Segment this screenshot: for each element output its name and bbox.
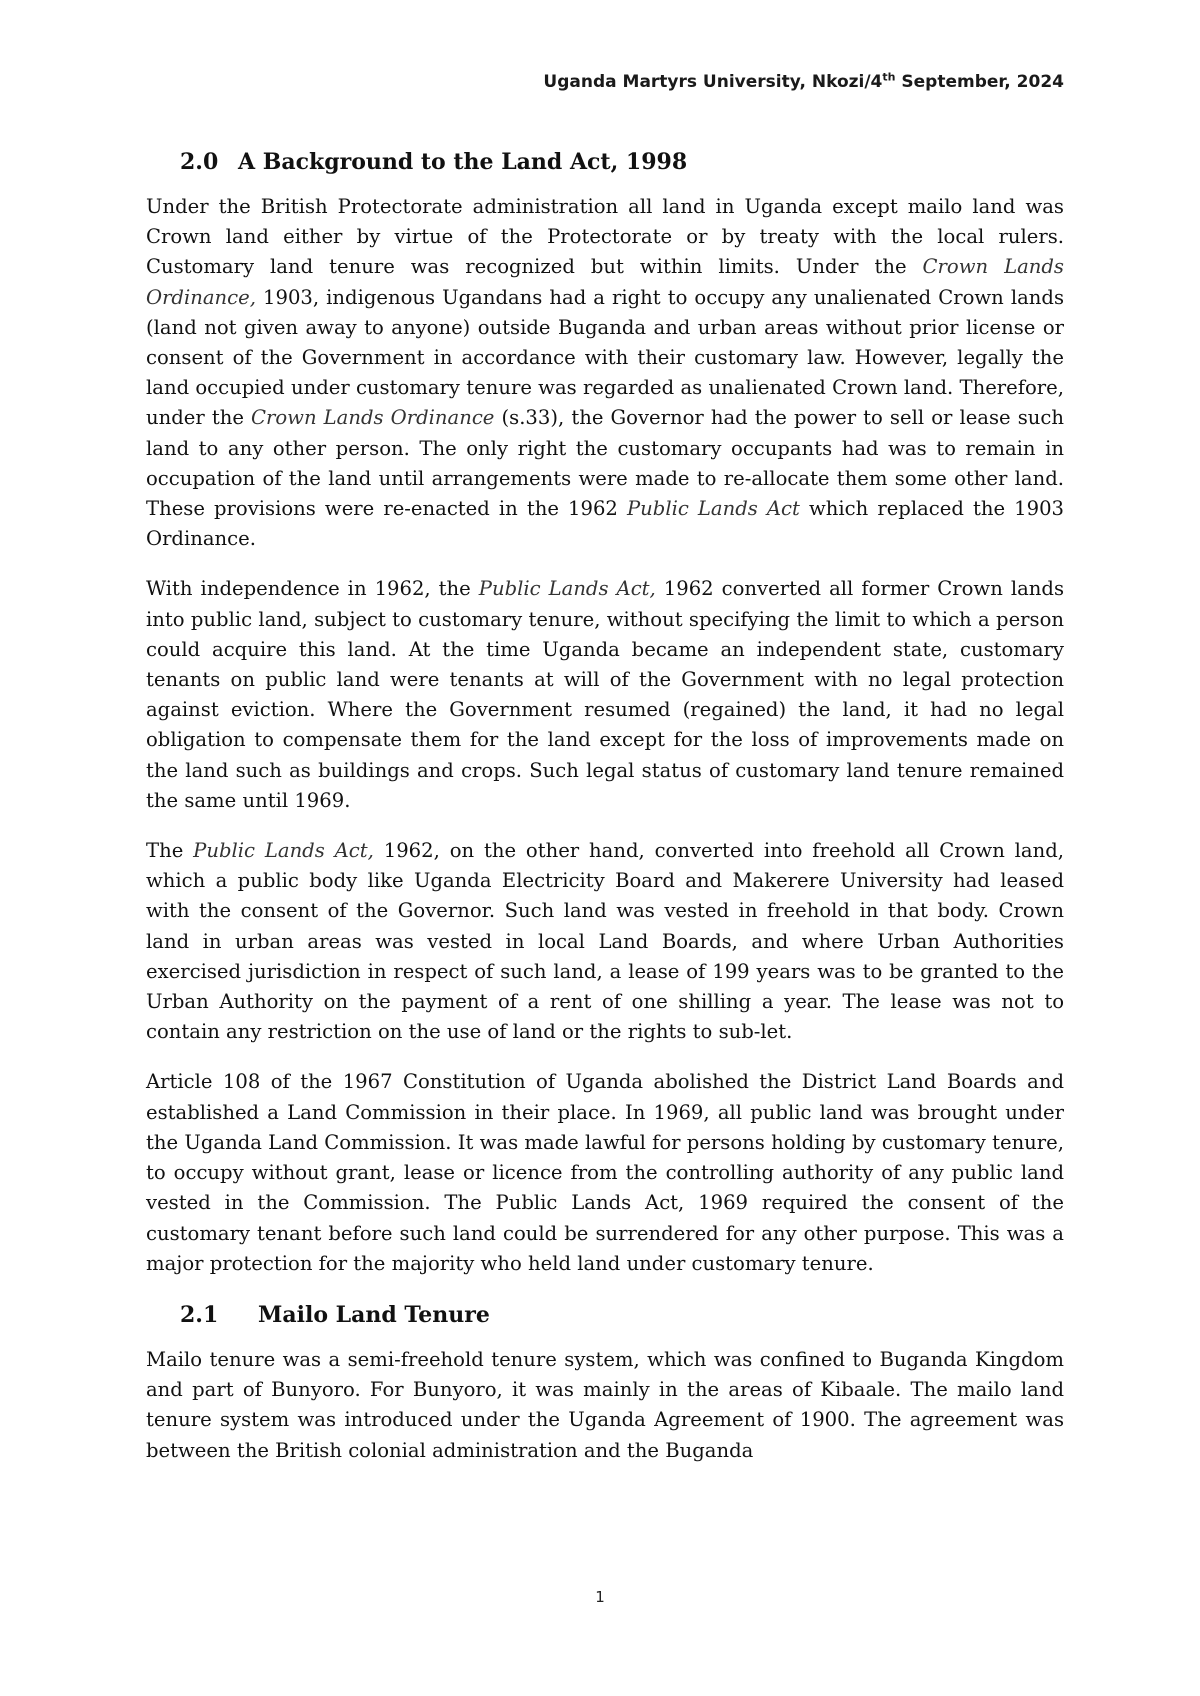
text-run: 1903, indigenous Ugandans had a right to occupy any unalienated Crown lands (land not given away to anyone) outside Buganda and urban areas without prior license or consent of the Government in accordance with their customary law. However, legally the land occupied under customary tenure was regarded as unalienated Crown land. Therefore, under the — [146, 285, 1064, 430]
paragraph-crown-land — [146, 192, 1064, 554]
header-text-after: September, 2024 — [895, 72, 1064, 92]
page-number: 1 — [595, 1588, 605, 1606]
italic-reference: Public Lands Act, — [478, 577, 656, 601]
italic-reference: Crown Lands Ordinance, — [146, 255, 1064, 309]
italic-reference: Crown Lands Ordinance — [251, 406, 495, 430]
section-title: A Background to the Land Act, 1998 — [238, 149, 688, 175]
text-run: Article 108 of the 1967 Constitution of Uganda abolished the District Land Boards and established a Land Commission in their place. In 1969, all public land was brought under the Uganda Land Commission. It was made lawful for persons holding by customary tenure, to occupy without grant, lease or licence from the controlling authority of any public land vested in the Commission. The Public Lands Act, 1969 required the consent of the customary tenant before such land could be surrendered for any other purpose. This was a major protection for the majority who held land under customary tenure. — [146, 1070, 1064, 1275]
header-text-before: Uganda Martyrs University, Nkozi/4 — [543, 72, 883, 92]
section-title: Mailo Land Tenure — [258, 1301, 490, 1328]
paragraph-mailo-tenure — [146, 1345, 1064, 1466]
text-run: Under the British Protectorate administration all land in Uganda except mailo land was Crown land either by virtue of the Protectorate or by treaty with the local rulers. Customary land tenure was recognized but within limits. Under the — [146, 195, 1064, 279]
page-body — [146, 146, 1064, 1486]
text-run: which replaced the 1903 Ordinance. — [146, 497, 1065, 551]
text-run: The — [146, 839, 194, 863]
paragraph-public-lands-freehold — [146, 836, 1064, 1047]
text-run: Mailo tenure was a semi-freehold tenure system, which was confined to Buganda Kingdom and part of Bunyoro. For Bunyoro, it was mainly in the areas of Kibaale. The mailo land tenure system was introduced under the Uganda Agreement of 1900. The agreement was between the British colonial administration and the Buganda — [146, 1347, 1064, 1462]
paragraph-article-108 — [146, 1067, 1064, 1278]
text-run: 1962, on the other hand, converted into freehold all Crown land, which a public body like Uganda Electricity Board and Makerere University had leased with the consent of the Governor. Such land was vested in freehold in that body. Crown land in urban areas was vested in local Land Boards, and where Urban Authorities exercised jurisdiction in respect of such land, a lease of 199 years was to be granted to the Urban Authority on the payment of a rent of one shilling a year. The lease was not to contain any restriction on the use of land or the rights to sub-let. — [146, 839, 1065, 1044]
section-heading-2-1 — [180, 1299, 1064, 1331]
section-number: 2.1 — [180, 1301, 219, 1328]
text-run: 1962 converted all former Crown lands into public land, subject to customary tenure, without specifying the limit to which a person could acquire this land. At the time Uganda became an independent state, customary tenants on public land were tenants at will of the Government with no legal protection against eviction. Where the Government resumed (regained) the land, it had no legal obligation to compensate them for the land except for the loss of improvements made on the land such as buildings and crops. Such legal status of customary land tenure remained the same until 1969. — [146, 577, 1064, 812]
italic-reference: Public Lands Act, — [193, 839, 374, 863]
running-header — [543, 72, 1064, 92]
text-run: (s.33), the Governor had the power to sell or lease such land to any other person. The only right the customary occupants had was to remain in occupation of the land until arrangements were made to re-allocate them some other land. These provisions were re-enacted in the 1962 — [146, 406, 1065, 521]
section-heading-2-0 — [180, 146, 1064, 178]
text-run: With independence in 1962, the — [146, 577, 479, 601]
paragraph-independence — [146, 574, 1064, 816]
section-number: 2.0 — [180, 149, 219, 175]
header-superscript: th — [882, 70, 896, 84]
italic-reference: Public Lands Act — [626, 497, 800, 521]
